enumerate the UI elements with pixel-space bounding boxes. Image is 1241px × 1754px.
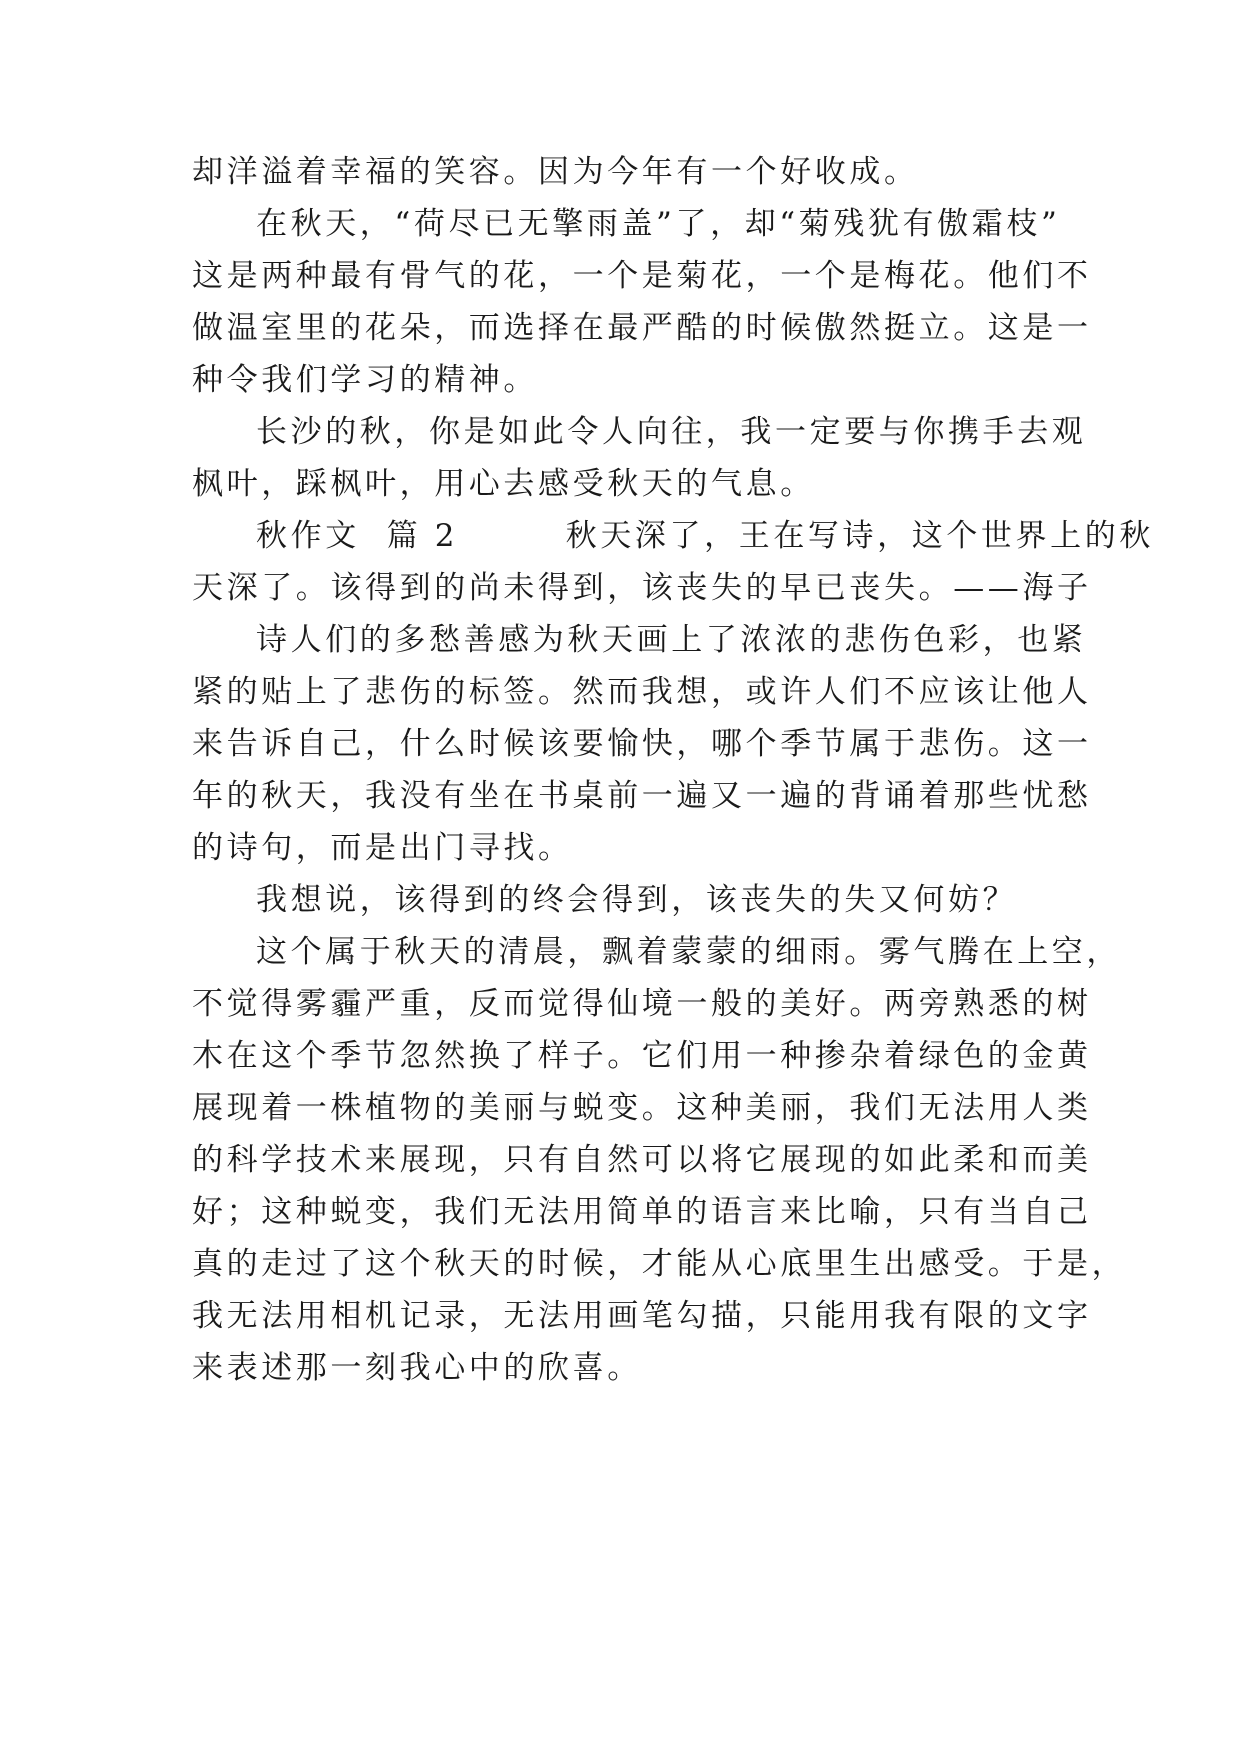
text-line: 这是两种最有骨气的花，一个是菊花，一个是梅花。他们不: [192, 258, 1092, 294]
text-line: 年的秋天，我没有坐在书桌前一遍又一遍的背诵着那些忧愁: [192, 778, 1092, 814]
text-line: 的诗句，而是出门寻找。: [192, 830, 573, 866]
text-line: 我想说，该得到的终会得到，该丧失的失又何妨？: [256, 882, 1018, 918]
text-line: 这个属于秋天的清晨，飘着蒙蒙的细雨。雾气腾在上空，: [256, 934, 1121, 970]
text-line: 紧的贴上了悲伤的标签。然而我想，或许人们不应该让他人: [192, 674, 1092, 710]
text-line: 天深了。该得到的尚未得到，该丧失的早已丧失。——海子: [192, 570, 1092, 606]
text-line: 在秋天，“荷尽已无擎雨盖”了，却“菊残犹有傲霜枝”: [256, 206, 1061, 242]
text-line: 来告诉自己，什么时候该要愉快，哪个季节属于悲伤。这一: [192, 726, 1092, 762]
text-line: 枫叶，踩枫叶，用心去感受秋天的气息。: [192, 466, 815, 502]
text-line: 秋作文 篇 2 秋天深了，王在写诗，这个世界上的秋: [256, 518, 1154, 554]
text-line: 来表述那一刻我心中的欣喜。: [192, 1350, 642, 1386]
text-line: 好；这种蜕变，我们无法用简单的语言来比喻，只有当自己: [192, 1194, 1092, 1230]
text-line: 展现着一株植物的美丽与蜕变。这种美丽，我们无法用人类: [192, 1090, 1092, 1126]
text-line: 木在这个季节忽然换了样子。它们用一种掺杂着绿色的金黄: [192, 1038, 1092, 1074]
text-line: 的科学技术来展现，只有自然可以将它展现的如此柔和而美: [192, 1142, 1092, 1178]
text-line: 诗人们的多愁善感为秋天画上了浓浓的悲伤色彩，也紧: [256, 622, 1087, 658]
text-line: 真的走过了这个秋天的时候，才能从心底里生出感受。于是，: [192, 1246, 1127, 1282]
text-line: 长沙的秋，你是如此令人向往，我一定要与你携手去观: [256, 414, 1087, 450]
text-line: 我无法用相机记录，无法用画笔勾描，只能用我有限的文字: [192, 1298, 1092, 1334]
text-line: 却洋溢着幸福的笑容。因为今年有一个好收成。: [192, 154, 919, 190]
text-line: 种令我们学习的精神。: [192, 362, 538, 398]
text-line: 做温室里的花朵，而选择在最严酷的时候傲然挺立。这是一: [192, 310, 1092, 346]
text-line: 不觉得雾霾严重，反而觉得仙境一般的美好。两旁熟悉的树: [192, 986, 1092, 1022]
